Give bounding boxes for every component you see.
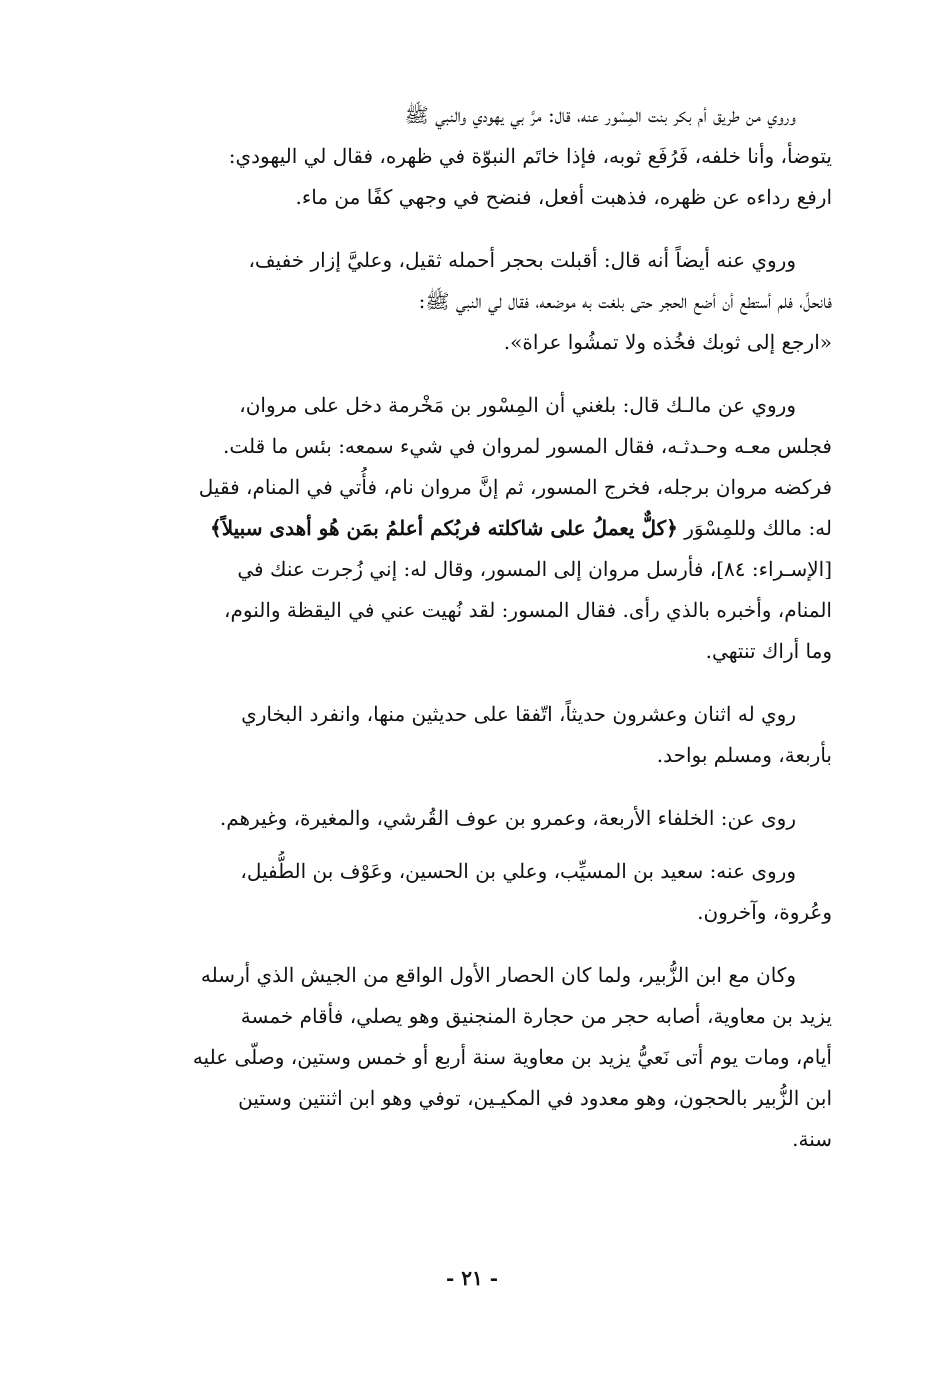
text-line: روى عن: الخلفاء الأربعة، وعمرو بن عوف القُرشي، والمغيرة، وغيرهم. <box>219 806 796 830</box>
text-line: [الإسـراء: ٨٤]، فأرسل مروان إلى المسور، وقال له: إني زُجرت عنك في <box>237 557 832 581</box>
text-line: فجلس معـه وحـدثـه، فقال المسور لمروان في شيء سمعه: بئس ما قلت. <box>223 434 832 458</box>
text-line: وروي من طريق أم بكر بنت المِسْور عنه، قال: مرَّ بي يهودي والنبي ﷺ <box>404 103 796 127</box>
paragraph-2 <box>120 240 832 363</box>
quran-verse: ﴿كلٌّ يعملُ على شاكلته فربُكم أعلمُ بمَن هُو أهدى سبيلاً﴾ <box>209 516 678 540</box>
text-line: فركضه مروان برجله، فخرج المسور، ثم إنَّ مروان نام، فأُتي في المنام، فقيل <box>198 475 832 499</box>
text-line: فانحلَّ، فلم أستطع أن أضع الحجر حتى بلغت به موضعه، فقال لي النبي ﷺ: <box>418 289 832 313</box>
text-line: ارفع رداءه عن ظهره، فذهبت أفعل، فنضح في وجهي كفًا من ماء. <box>295 185 832 209</box>
page-number: - ٢١ - <box>445 1266 498 1290</box>
paragraph-1 <box>120 95 832 218</box>
text-line: وكان مع ابن الزُّبير، ولما كان الحصار الأول الواقع من الجيش الذي أرسله <box>200 963 796 987</box>
text-fragment: له: مالك وللمِسْوَر <box>684 516 832 540</box>
text-line: «ارجع إلى ثوبك فخُذه ولا تمشُوا عراة». <box>503 330 832 354</box>
body-text <box>120 95 832 1160</box>
text-line: بأربعة، ومسلم بواحد. <box>656 743 832 767</box>
text-line: يتوضأ، وأنا خلفه، فَرُفَع ثوبه، فإذا خاتَم النبوّة في ظهره، فقال لي اليهودي: <box>228 144 832 168</box>
text-line: ابن الزُّبير بالحجون، وهو معدود في المكيـين، توفي وهو ابن اثنتين وستين <box>238 1086 832 1110</box>
text-line: وعُروة، وآخرون. <box>697 900 832 924</box>
text-line: يزيد بن معاوية، أصابه حجر من حجارة المنجنيق وهو يصلي، فأقام خمسة <box>240 1004 832 1028</box>
text-line: وما أراك تنتهي. <box>705 639 832 663</box>
text-line <box>120 508 832 549</box>
text-line: وروى عنه: سعيد بن المسيِّب، وعلي بن الحسين، وعَوْف بن الطُّفيل، <box>240 859 796 883</box>
text-line: المنام، وأخبره بالذي رأى. فقال المسور: لقد نُهيت عني في اليقظة والنوم، <box>224 598 832 622</box>
text-line: سنة. <box>792 1127 832 1151</box>
text-line: وروي عنه أيضاً أنه قال: أقبلت بحجر أحمله ثقيل، وعليَّ إزار خفيف، <box>248 248 796 272</box>
text-line: أيام، ومات يوم أتى نَعيُّ يزيد بن معاوية سنة أربع أو خمس وستين، وصلّى عليه <box>192 1045 832 1069</box>
paragraph-7 <box>120 955 832 1160</box>
paragraph-6 <box>120 851 832 933</box>
text-line: وروي عن مالـك قال: بلغني أن المِسْور بن مَخْرمة دخل على مروان، <box>239 393 796 417</box>
paragraph-4 <box>120 694 832 776</box>
text-line: روي له اثنان وعشرون حديثاً، اتّفقا على حديثين منها، وانفرد البخاري <box>241 702 796 726</box>
paragraph-5 <box>120 798 832 839</box>
paragraph-3 <box>120 385 832 672</box>
